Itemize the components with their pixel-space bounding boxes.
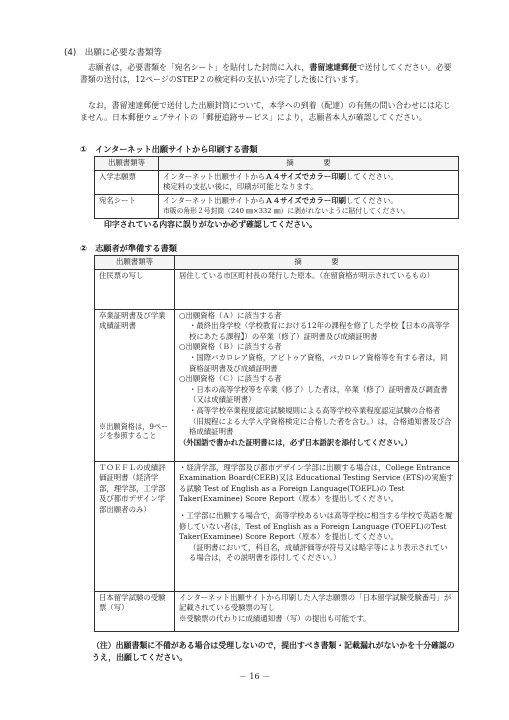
table2-header-name: 出願書類等 — [95, 256, 175, 270]
table-row — [95, 591, 459, 631]
list-item: ○出願資格（Ａ）に該当する者 — [179, 310, 282, 320]
table1-header-summary: 摘 要 — [159, 157, 459, 171]
intro-1-text-a: 志願者は，必要書類を「宛名シート」を貼付した封筒に入れ， — [88, 63, 310, 72]
footer-note: （注）出願書類に不備がある場合は受理しないので，提出すべき書類・記載漏れがないかを十分確認のうえ，出願してください。 — [92, 641, 455, 662]
subsection-2-title: ② 志願者が準備する書類 — [80, 243, 177, 253]
page-number: － 16 － — [238, 672, 271, 681]
table2-row4-summary — [175, 591, 459, 631]
list-item: ・国際バカロレア資格，アビトゥア資格，バカロレア資格等を有する者は，同資格証明書及び成績証明書 — [189, 352, 448, 373]
table2-row4-name: 日本留学試験の受験票（写） — [95, 591, 175, 631]
list-item: ・最終出身学校（学校教育における12年の課程を修了した学校【日本の高等学校にあたる課程】）の卒業（修了）証明書及び成績証明書 — [189, 321, 450, 341]
list-item: ○出願資格（Ｃ）に該当する者 — [179, 374, 282, 384]
table-row — [95, 309, 459, 461]
list-item: ・経済学部，理学部及び都市デザイン学部に出願する場合は，College Entrance Examination Board(CEEB)又は Educational Testing Service (ETS)の実施する試験 Test of English as a Foreign Language(TOEFL)の Test Taker(Examinee) Score Report（原本）を提出してください。 — [179, 462, 454, 504]
t2r1-line1: 居住している市区町村長の発行した原本。（在留資格が明示されているもの） — [179, 270, 434, 280]
list-item: ・高等学校卒業程度認定試験規則による高等学校卒業程度認定試験の合格者（旧規程による大学入学資格検定に合格した者を含む。）は，合格通知書及び合格成績証明書 — [189, 405, 452, 437]
t1r2-line1-pre: インターネット出願サイトから — [163, 195, 266, 205]
t1r1-line1-bold: Ａ４サイズでカラー印刷 — [265, 171, 347, 181]
table1-row1-summary — [159, 170, 459, 194]
check-note: 印字されている内容に誤りがないか必ず確認してください。 — [104, 220, 318, 229]
print-documents-table — [94, 156, 459, 219]
table-row — [95, 170, 459, 194]
table2-row2-name-cell — [95, 309, 175, 461]
subsection-1-title: ① インターネット出願サイトから印刷する書類 — [80, 144, 258, 154]
table-row — [95, 269, 459, 309]
intro-paragraph-1 — [80, 62, 456, 87]
list-item: （証明書において，科目名，成績評価等が符号又は略字等により表示されている場合は，その説明書を添付してください。） — [189, 542, 448, 563]
table2-row3-name: ＴＯＥＦＬの成績評価証明書（経済学部，理学部，工学部及び都市デザイン学部出願者のみ） — [95, 461, 175, 591]
table-row — [95, 461, 459, 591]
section-title: (4) 出願に必要な書類等 — [64, 48, 163, 58]
table1-row2-name: 宛名シート — [95, 194, 159, 218]
table2-header-summary: 摘 要 — [175, 256, 459, 270]
t1r2-line2: 市販の角形２号封筒（240 ㎜×332 ㎜）に剥がれないように貼付してください。 — [163, 207, 410, 216]
t1r1-line2: 検定料の支払い後に，印刷が可能となります。 — [163, 182, 318, 192]
table2-row2-name: 卒業証明書及び学業成績証明書 — [99, 310, 166, 331]
prepared-documents-table — [94, 255, 459, 632]
list-item: ・工学部に出願する場合で，高等学校あるいは高等学校に相当する学校で英語を履修していない者は，Test of English as a Foreign Language (TOEFL)のTest Taker(Examinee) Score Report（原本）を提出してください。 — [179, 510, 453, 542]
list-item: ・日本の高等学校等を卒業（修了）した者は，卒業（修了）証明書及び調査書（又は成績証明書） — [189, 384, 448, 405]
table1-header-name: 出願書類等 — [95, 157, 159, 171]
t1r1-line1-post: してください。 — [346, 171, 398, 181]
t1r1-line1-pre: インターネット出願サイトから — [163, 171, 266, 181]
table1-row1-name: 入学志願票 — [95, 170, 159, 194]
table2-row1-summary — [175, 269, 459, 309]
intro-2-text: なお，書留速達郵便で送付した出願封筒について，本学への到着（配達）の有無の問い合わせには応じません。日本郵便ウェブサイトの「郵便追跡サービス」により，志願者本人が確認してください。 — [80, 101, 451, 123]
table-row — [95, 194, 459, 218]
table2-row2-summary — [175, 309, 459, 461]
t1r2-line1-post: してください。 — [346, 195, 398, 205]
t2r4-line2: ※受験票の代わりに成績通知書（写）の提出も可能です。 — [179, 613, 371, 623]
list-item: ○出願資格（Ｂ）に該当する者 — [179, 342, 282, 352]
eligibility-side-note: ※出願資格は，9ページを参照すること — [99, 421, 169, 440]
table2-row1-name: 住民票の写し — [95, 269, 175, 309]
intro-1-bold: 書留速達郵便 — [309, 63, 357, 72]
t1r2-line1-bold: Ａ４サイズでカラー印刷 — [265, 195, 347, 205]
translation-note: （外国語で書かれた証明書には，必ず日本語訳を添付してください。） — [179, 437, 412, 447]
table2-row3-summary — [175, 461, 459, 591]
t2r4-line1: インターネット出願サイトから印刷した入学志願票の「日本留学試験受験番号」が記載されている受験票の写し — [179, 592, 452, 613]
table1-row2-summary — [159, 194, 459, 218]
intro-1-text-b: で送付してください。必要書類の送付は，12ページのSTEP２の検定料の支払いが完了した後に行います。 — [80, 63, 452, 85]
intro-paragraph-2 — [80, 100, 456, 125]
